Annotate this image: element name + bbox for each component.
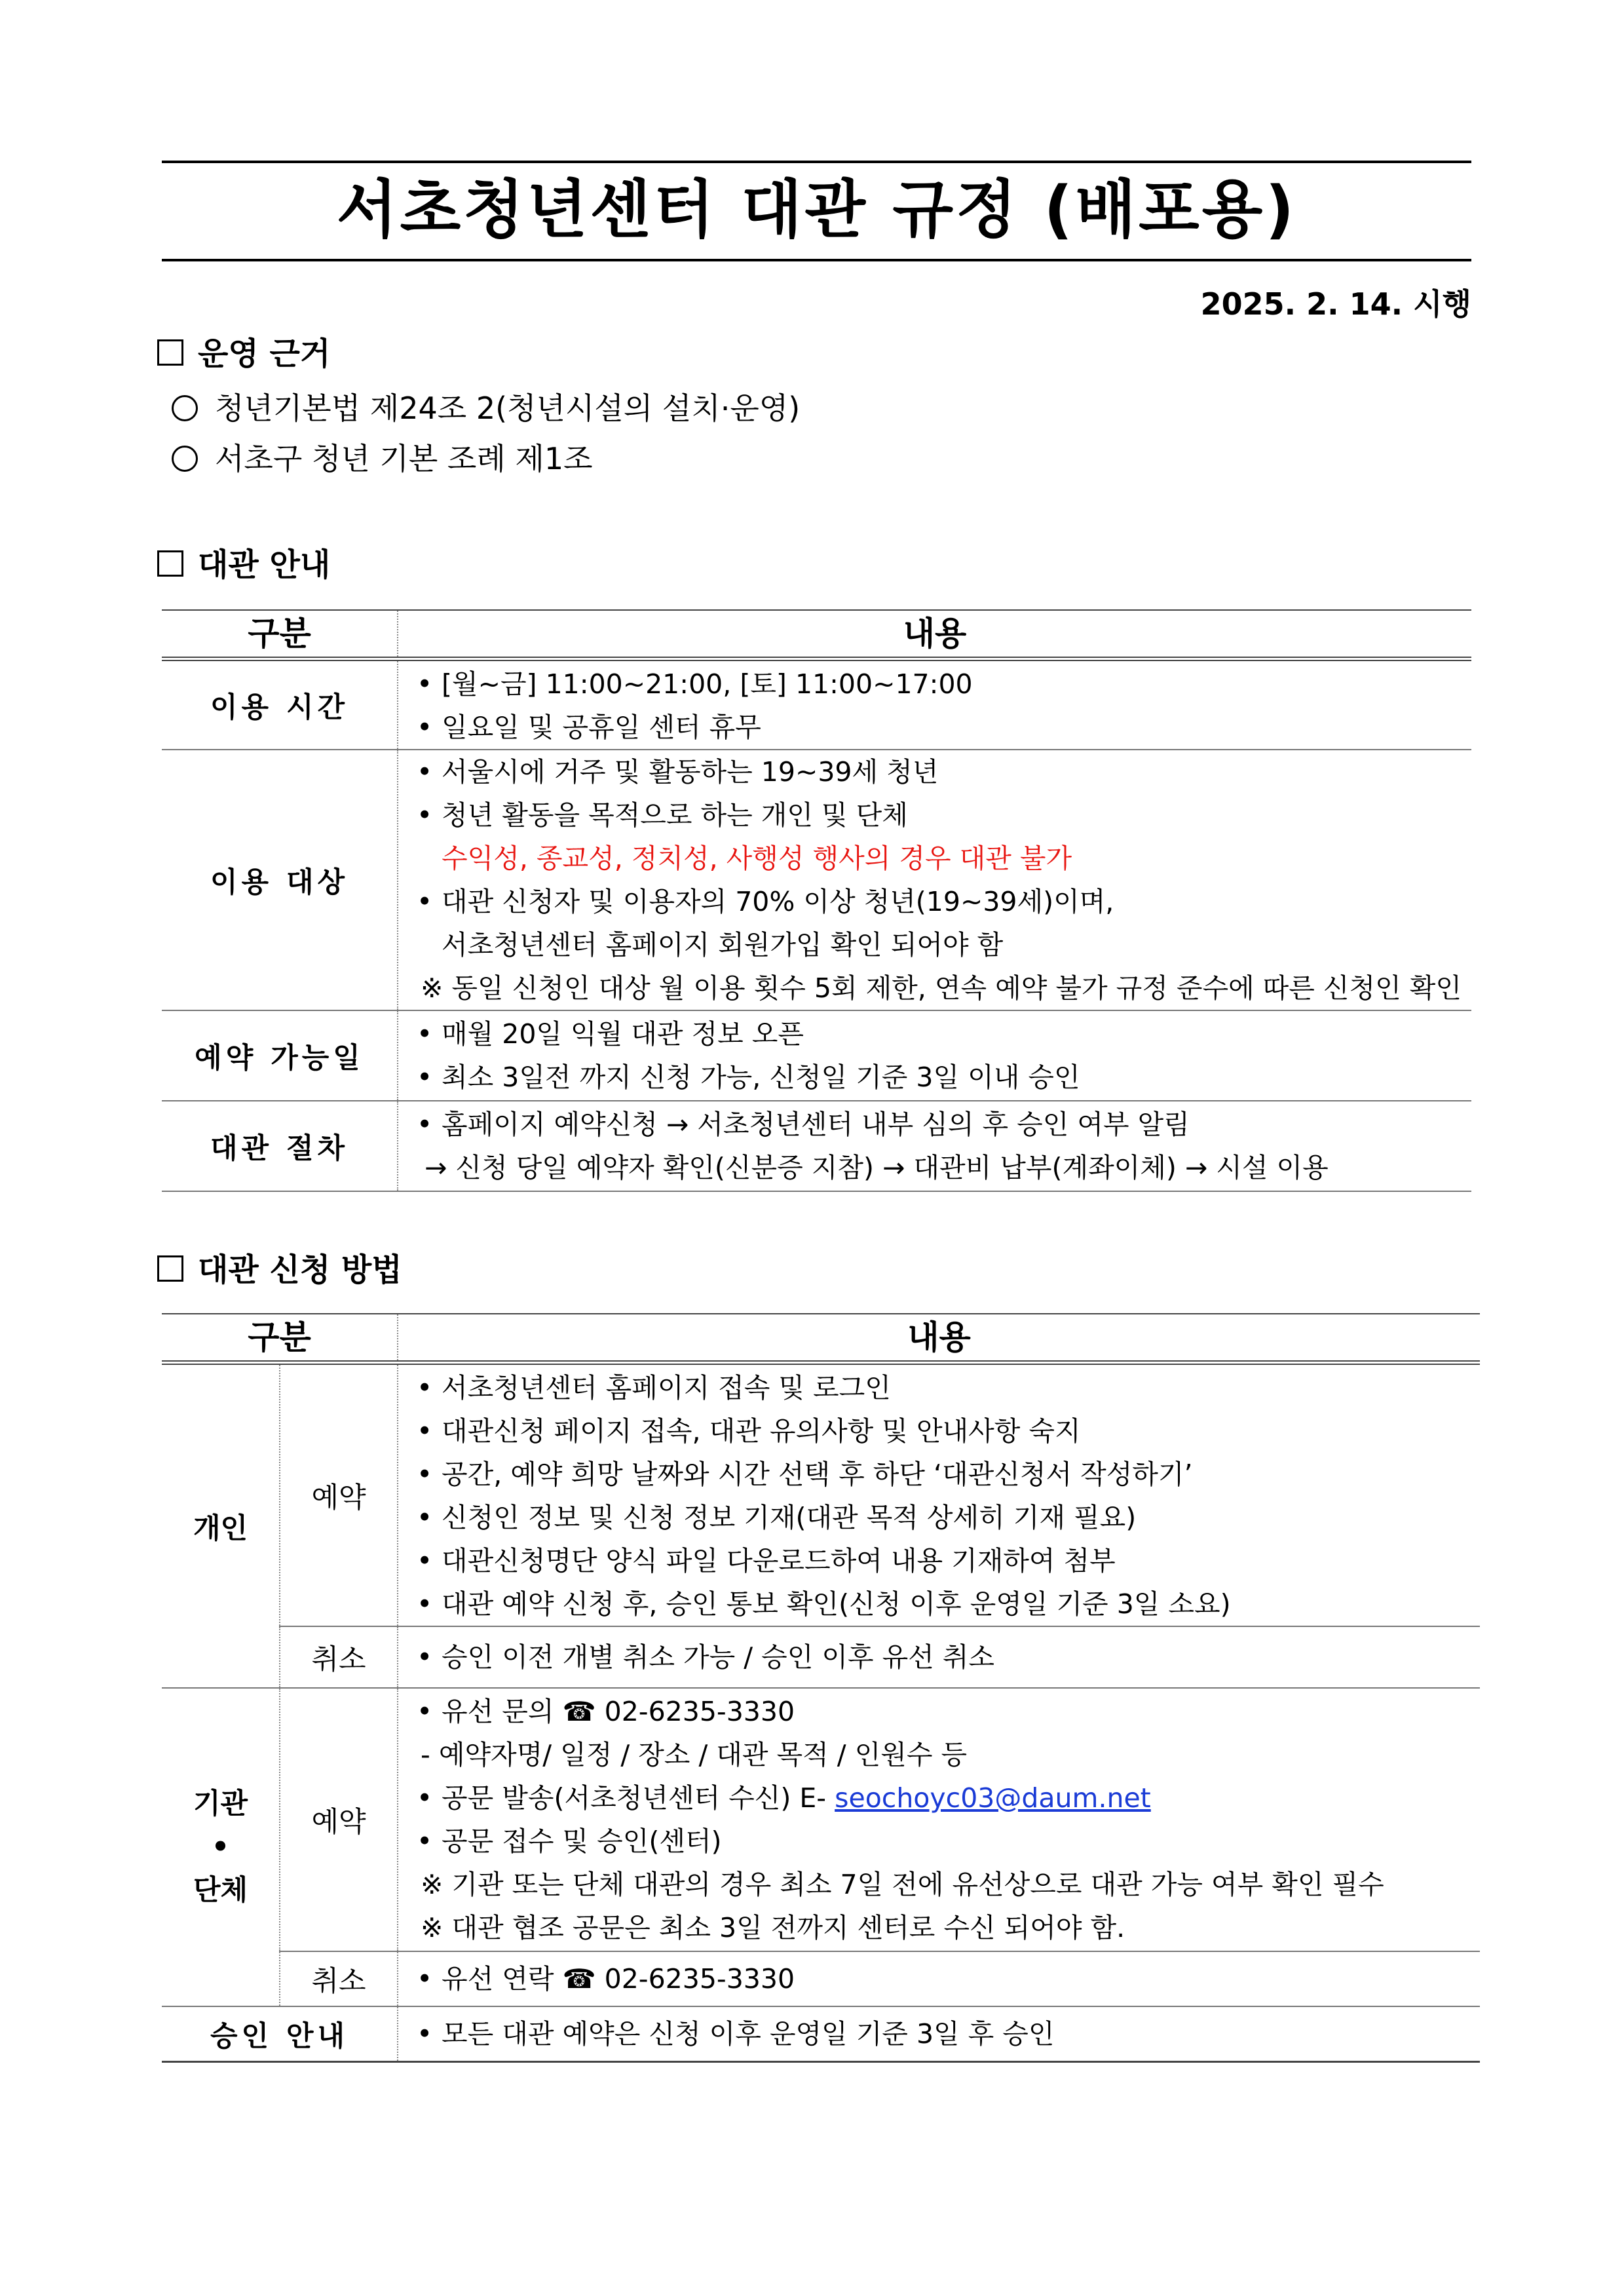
row-label: 이용 대상 xyxy=(162,750,398,1010)
individual-cancel-label: 취소 xyxy=(280,1626,398,1688)
row-content xyxy=(398,750,1471,1010)
effective-date: 2025. 2. 14. 시행 xyxy=(1200,286,1471,322)
circle-bullet-icon xyxy=(172,446,198,472)
list-item: • [월~금] 11:00~21:00, [토] 11:00~17:00 xyxy=(417,668,973,700)
circle-bullet-icon xyxy=(172,395,198,421)
table-row xyxy=(162,2006,1480,2062)
col-content-header: 내용 xyxy=(398,1314,1480,1363)
org-reserve-label: 예약 xyxy=(280,1688,398,1951)
checkbox-square-icon xyxy=(157,550,183,577)
org-reserve-content xyxy=(398,1688,1480,1951)
individual-reserve-label: 예약 xyxy=(280,1363,398,1627)
list-item: • 홈페이지 예약신청 → 서초청년센터 내부 심의 후 승인 여부 알림 xyxy=(417,1109,1190,1140)
list-item: • 신청인 정보 및 신청 정보 기재(대관 목적 상세히 기재 필요) xyxy=(417,1502,1137,1533)
section-basis-heading xyxy=(157,334,330,373)
list-item: • 모든 대관 예약은 신청 이후 운영일 기준 3일 후 승인 xyxy=(417,2018,1055,2050)
basis-item xyxy=(172,389,800,428)
org-cancel-content xyxy=(398,1951,1480,2006)
individual-cancel-content xyxy=(398,1626,1480,1688)
approval-label: 승인 안내 xyxy=(162,2006,398,2062)
list-item: • 대관신청명단 양식 파일 다운로드하여 내용 기재하여 첨부 xyxy=(417,1545,1116,1577)
title-top-rule xyxy=(162,161,1471,163)
checkbox-square-icon xyxy=(157,339,183,366)
row-label: 대관 절차 xyxy=(162,1101,398,1191)
list-item: • 대관 예약 신청 후, 승인 통보 확인(신청 이후 운영일 기준 3일 소요) xyxy=(417,1588,1231,1620)
section-basis-title: 운영 근거 xyxy=(198,335,331,372)
section-apply-title: 대관 신청 방법 xyxy=(198,1252,402,1288)
guide-table-header xyxy=(162,610,1471,659)
guide-table xyxy=(162,609,1471,1192)
col-category-header: 구분 xyxy=(162,610,398,659)
list-item-continuation: 서초청년센터 홈페이지 회원가입 확인 되어야 함 xyxy=(442,929,1004,961)
row-label: 이용 시간 xyxy=(162,659,398,750)
row-content xyxy=(398,659,1471,750)
individual-reserve-content xyxy=(398,1363,1480,1627)
list-item: • 대관 신청자 및 이용자의 70% 이상 청년(19~39세)이며, xyxy=(417,886,1114,917)
section-guide-title: 대관 안내 xyxy=(198,546,331,583)
basis-item xyxy=(172,439,593,478)
list-item: • 대관신청 페이지 접속, 대관 유의사항 및 안내사항 숙지 xyxy=(417,1415,1081,1447)
table-row xyxy=(162,1010,1471,1101)
org-label: 기관 • 단체 xyxy=(162,1688,280,2006)
individual-label: 개인 xyxy=(162,1363,280,1689)
list-item-detail: - 예약자명/ 일정 / 장소 / 대관 목적 / 인원수 등 xyxy=(421,1739,968,1770)
list-item-continuation: → 신청 당일 예약자 확인(신분증 지참) → 대관비 납부(계좌이체) → 시설 이용 xyxy=(425,1152,1329,1183)
table-row xyxy=(162,1363,1480,1627)
apply-table xyxy=(162,1313,1480,2063)
section-guide-heading xyxy=(157,545,330,584)
list-item: • 유선 연락 ☎ 02-6235-3330 xyxy=(417,1963,795,1995)
org-cancel-label: 취소 xyxy=(280,1951,398,2006)
checkbox-square-icon xyxy=(157,1255,183,1282)
apply-table-header xyxy=(162,1314,1480,1363)
list-item: • 매월 20일 익월 대관 정보 오픈 xyxy=(417,1018,804,1050)
list-item: • 서초청년센터 홈페이지 접속 및 로그인 xyxy=(417,1372,891,1404)
list-item: • 승인 이전 개별 취소 가능 / 승인 이후 유선 취소 xyxy=(417,1641,995,1673)
basis-item-text: 서초구 청년 기본 조례 제1조 xyxy=(215,441,593,476)
table-row xyxy=(162,1626,1480,1688)
title-bottom-rule xyxy=(162,259,1471,261)
list-item: • 최소 3일전 까지 신청 가능, 신청일 기준 3일 이내 승인 xyxy=(417,1062,1080,1093)
email-link[interactable]: seochoyc03@daum.net xyxy=(835,1782,1151,1814)
list-item: • 공문 발송(서초청년센터 수신) E- seochoyc03@daum.net xyxy=(417,1782,1151,1814)
table-row xyxy=(162,1688,1480,1951)
basis-item-text: 청년기본법 제24조 2(청년시설의 설치·운영) xyxy=(215,391,801,426)
warning-text: 수익성, 종교성, 정치성, 사행성 행사의 경우 대관 불가 xyxy=(442,843,1072,874)
list-item: • 공문 접수 및 승인(센터) xyxy=(417,1826,722,1857)
col-content-header: 내용 xyxy=(398,610,1471,659)
page-title: 서초청년센터 대관 규정 (배포용) xyxy=(336,173,1297,246)
list-item: • 유선 문의 ☎ 02-6235-3330 xyxy=(417,1696,795,1727)
table-row xyxy=(162,1951,1480,2006)
note-text: ※ 기관 또는 단체 대관의 경우 최소 7일 전에 유선상으로 대관 가능 여부 확인 필수 xyxy=(421,1869,1384,1900)
col-category-header: 구분 xyxy=(162,1314,398,1363)
list-item: • 공간, 예약 희망 날짜와 시간 선택 후 하단 ‘대관신청서 작성하기’ xyxy=(417,1459,1193,1490)
row-content xyxy=(398,1101,1471,1191)
row-label: 예약 가능일 xyxy=(162,1010,398,1101)
table-row xyxy=(162,750,1471,1010)
note-text: ※ 동일 신청인 대상 월 이용 횟수 5회 제한, 연속 예약 불가 규정 준수에 따른 신청인 확인 xyxy=(421,972,1462,1004)
table-row xyxy=(162,659,1471,750)
note-text: ※ 대관 협조 공문은 최소 3일 전까지 센터로 수신 되어야 함. xyxy=(421,1912,1125,1943)
list-item: • 청년 활동을 목적으로 하는 개인 및 단체 xyxy=(417,799,908,831)
approval-content xyxy=(398,2006,1480,2062)
table-row xyxy=(162,1101,1471,1191)
section-apply-heading xyxy=(157,1250,402,1290)
list-item: • 서울시에 거주 및 활동하는 19~39세 청년 xyxy=(417,756,939,788)
list-item: • 일요일 및 공휴일 센터 휴무 xyxy=(417,712,761,743)
row-content xyxy=(398,1010,1471,1101)
